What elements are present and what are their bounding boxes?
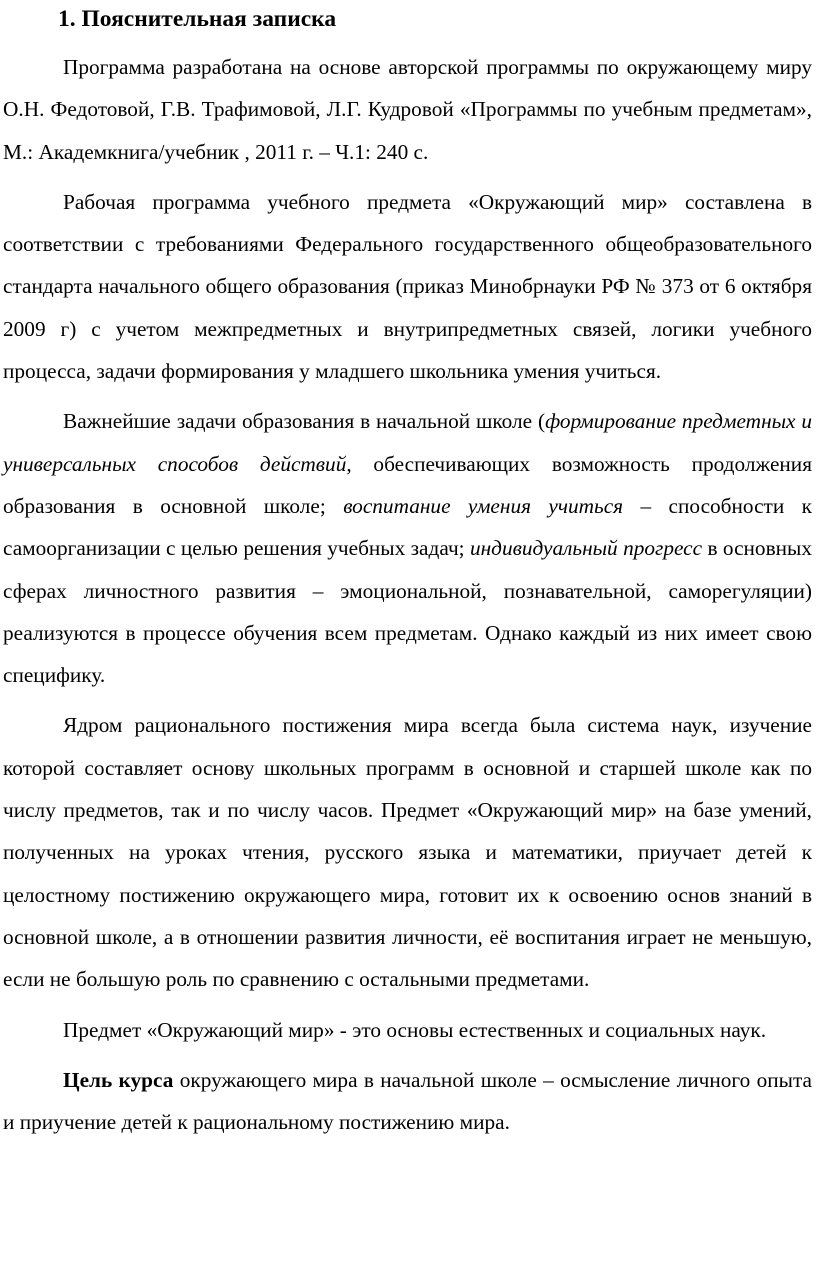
- page-title: 1. Пояснительная записка: [58, 6, 337, 32]
- text-run: – способности к самоорганизации с целью решения учебных задач;: [3, 493, 812, 561]
- italic-phrase: воспитание умения учиться: [343, 493, 624, 518]
- paragraph-program-basis: Программа разработана на основе авторской программы по окружающему миру О.Н. Федотовой, Г.В. Трафимовой, Л.Г. Кудровой «Программы по учебным предметам», М.: Академкнига/учебник , 2011 г. – Ч.1: 240 с.: [3, 55, 812, 164]
- paragraph-science-core: Ядром рационального постижения мира всегда была система наук, изучение которой составляет основу школьных программ в основной и старшей школе как по числу предметов, так и по числу часов. Предмет «Окружающий мир» на базе умений, полученных на уроках чтения, русского языка и математики, приучает детей к целостному постижению окружающего мира, готовит их к освоению основ знаний в основной школе, а в отношении развития личности, её воспитания играет не меньшую, если не большую роль по сравнению с остальными предметами.: [3, 713, 812, 992]
- text-run: Важнейшие задачи образования в начальной школе (: [63, 409, 546, 434]
- italic-phrase: формирование предметных и универсальных способов действий: [3, 409, 812, 476]
- bold-phrase: Цель курса: [63, 1067, 174, 1092]
- text-run: окружающего мира в начальной школе – осмысление личного опыта и приучение детей к рациональному постижению мира.: [3, 1067, 812, 1135]
- text-run: в основных сферах личностного развития – эмоциональной, познавательной, саморегуляции) реализуются в процессе обучения всем предметам. Однако каждый из них имеет свою специфику.: [3, 536, 812, 688]
- paragraph-subject-basics: Предмет «Окружающий мир» - это основы естественных и социальных наук.: [63, 1017, 767, 1042]
- paragraph-course-goal: [3, 1059, 812, 1144]
- paragraph-work-program: Рабочая программа учебного предмета «Окружающий мир» составлена в соответствии с требованиями Федерального государственного общеобразовательного стандарта начального общего образования (приказ Минобрнауки РФ № 373 от 6 октября 2009 г) с учетом межпредметных и внутрипредметных связей, логики учебного процесса, задачи формирования у младшего школьника умения учиться.: [3, 189, 812, 384]
- paragraph-education-tasks: [3, 400, 812, 696]
- italic-phrase: индивидуальный прогресс: [469, 536, 703, 561]
- text-run: , обеспечивающих возможность продолжения образования в основной школе;: [3, 451, 812, 518]
